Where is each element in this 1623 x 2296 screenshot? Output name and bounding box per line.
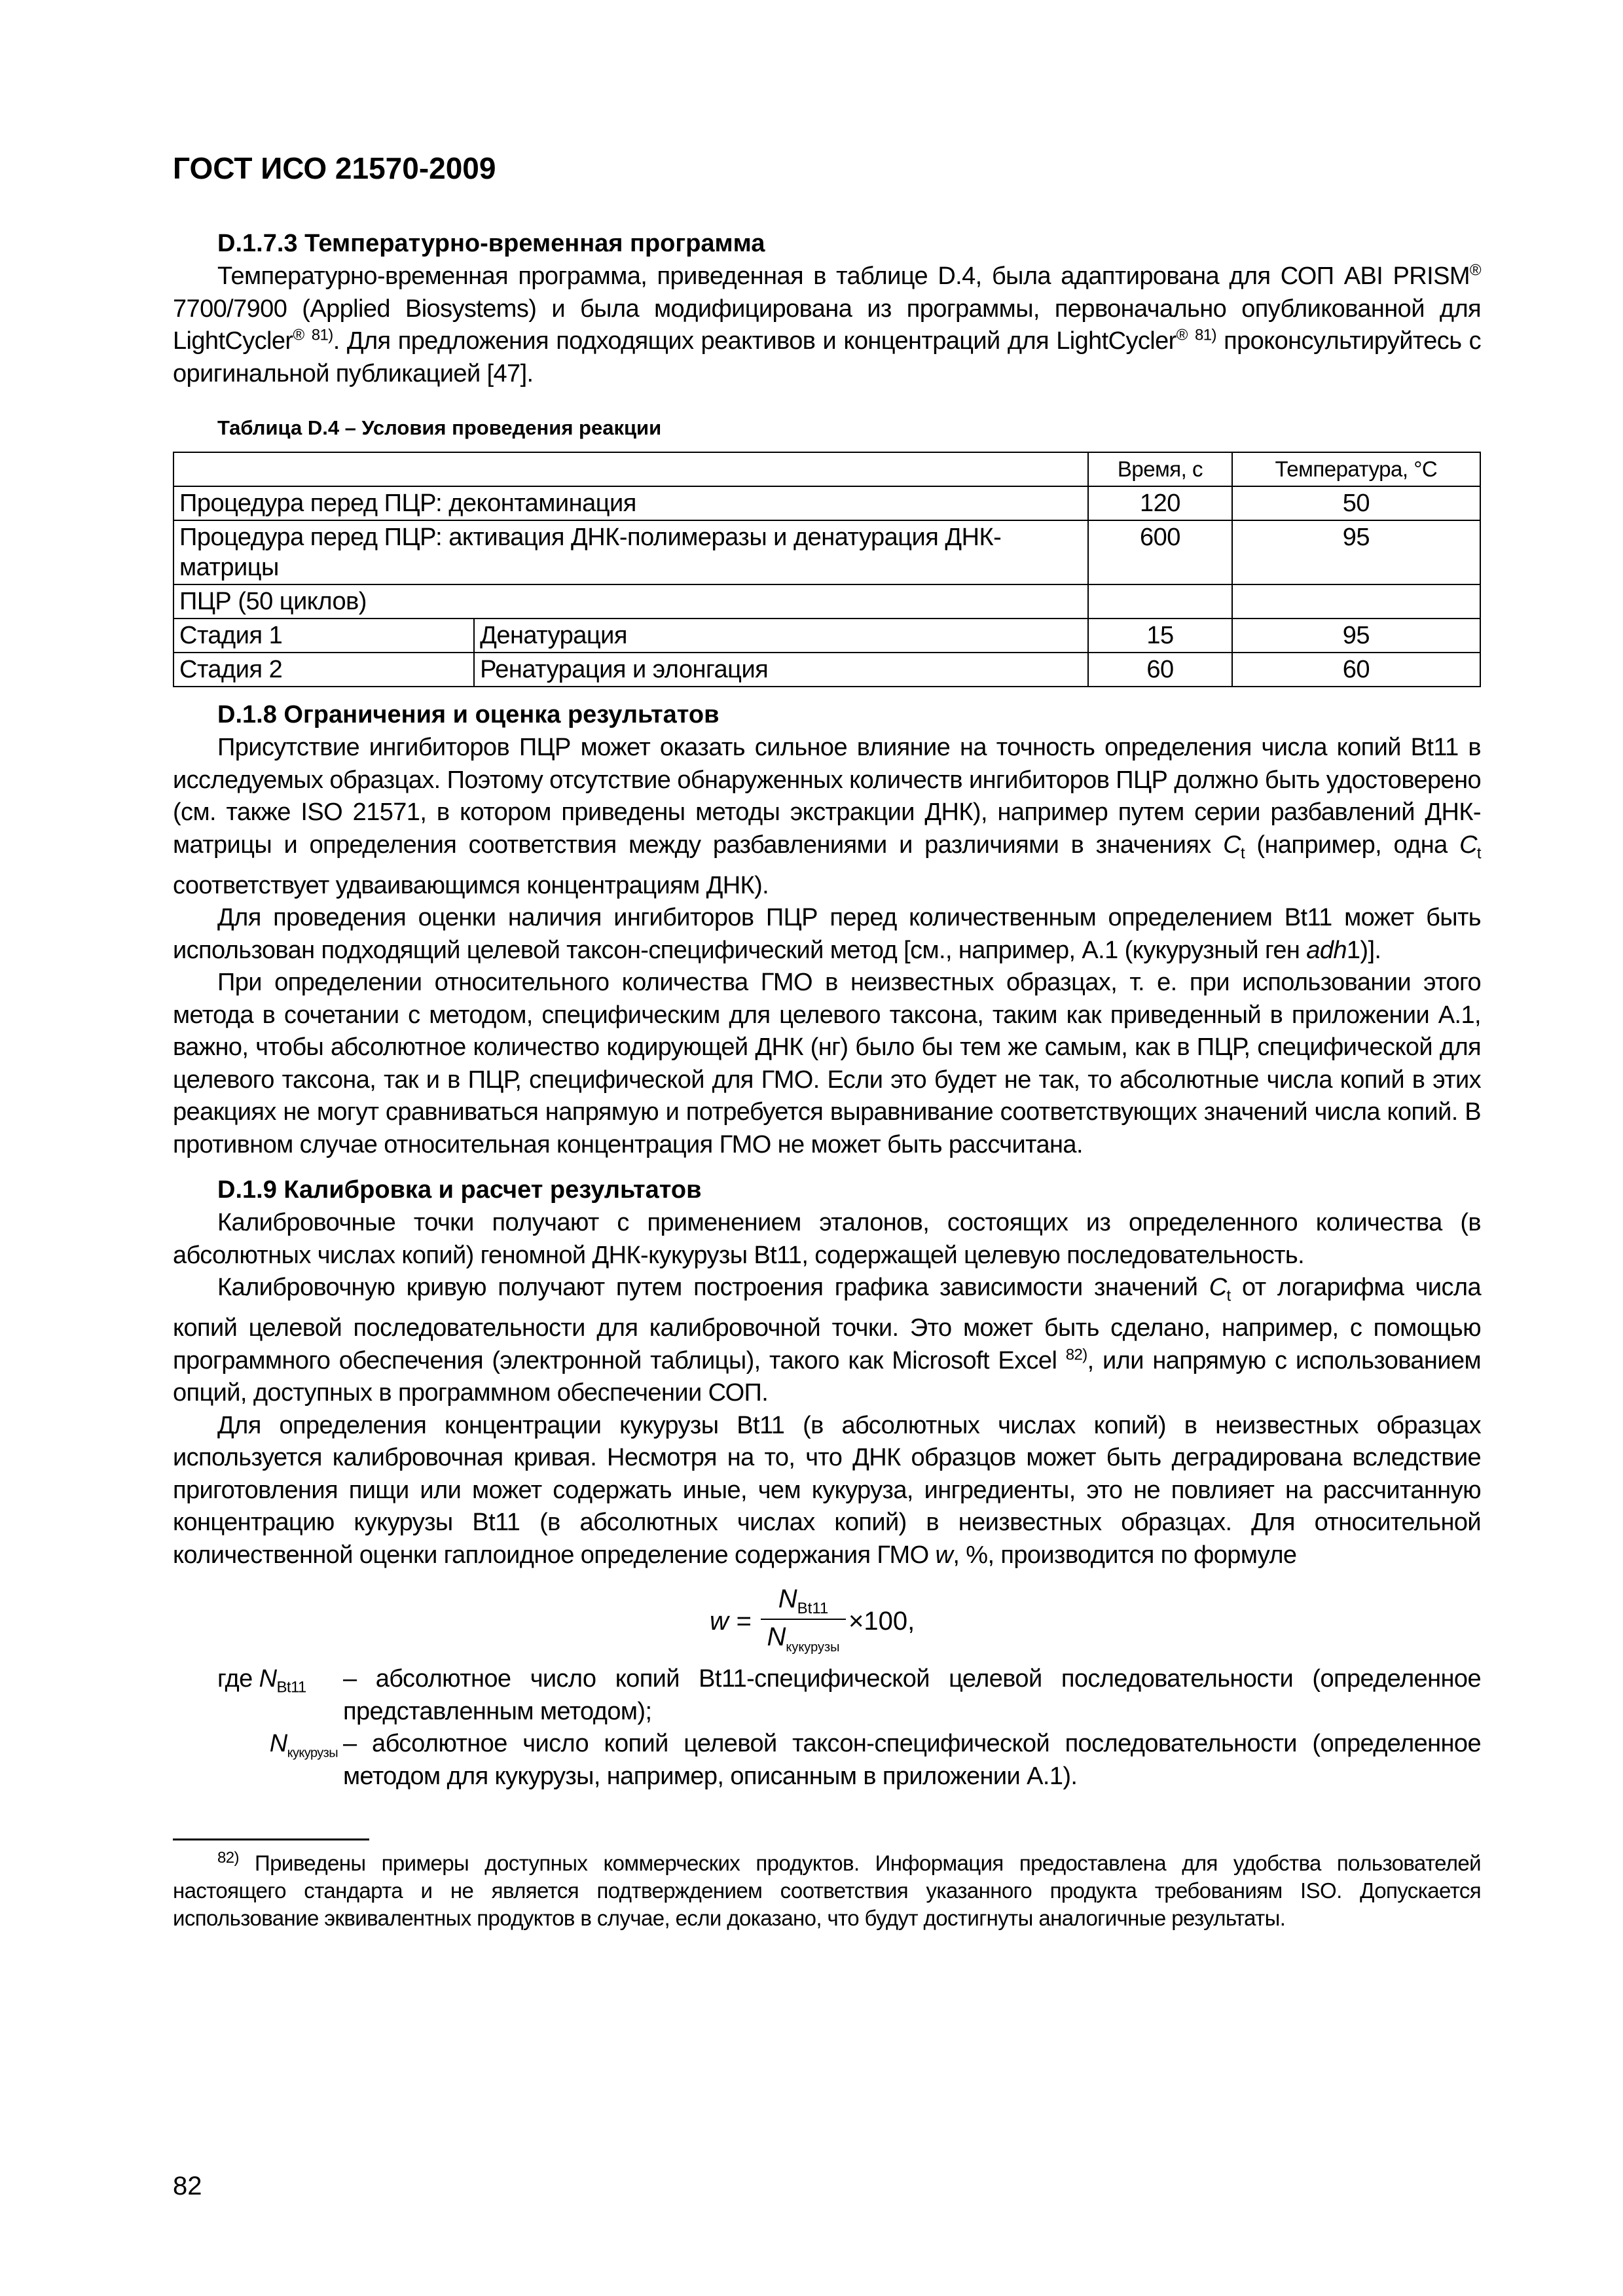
n-symbol: N xyxy=(259,1665,277,1693)
registered-mark: ® xyxy=(1469,261,1481,279)
text: Калибровочную кривую получают путем построения графика зависимости значений xyxy=(217,1274,1209,1302)
ct-symbol: C xyxy=(1209,1274,1227,1302)
where-label: где xyxy=(217,1665,253,1693)
table-header-row xyxy=(173,452,1480,486)
paragraph xyxy=(173,732,1481,902)
cell-label: Процедура перед ПЦР: деконтаминация xyxy=(173,486,1088,520)
cell-temp: 60 xyxy=(1232,653,1480,687)
paragraph: При определении относительного количества ГМО в неизвестных образцах, т. е. при использовании этого метода в сочетании с методом, специфическим для целевого таксона, таким как приведенный в приложении А.1, важно, чтобы абсолютное количество кодирующей ДНК (нг) было бы тем же самым, как в ПЦР, специфической для целевого таксона, так и в ПЦР, специфической для ГМО. Если это будет не так, то абсолютные числа копий в этих реакциях не могут сравниваться напрямую и потребуется выравнивание соответствующих значений числа копий. В противном случае относительная концентрация ГМО не может быть рассчитана. xyxy=(173,969,1481,1158)
table-row xyxy=(173,520,1480,584)
document-header: ГОСТ ИСО 21570-2009 xyxy=(173,151,496,185)
where-list xyxy=(173,1663,1481,1793)
text: 1)]. xyxy=(1346,936,1381,964)
text: соответствует удваивающимся концентрациям ДНК). xyxy=(173,871,769,899)
paragraph xyxy=(173,1410,1481,1572)
registered-mark: ® xyxy=(293,326,304,344)
cell-time xyxy=(1088,584,1232,619)
page-number: 82 xyxy=(173,2172,202,2200)
denominator-subscript: кукурузы xyxy=(786,1640,840,1655)
text: , %, производится по формуле xyxy=(953,1541,1297,1569)
paragraph xyxy=(173,260,1481,390)
footnote-ref: 81) xyxy=(311,326,333,344)
text: . Для предложения подходящих реактивов и концентраций для LightCycler xyxy=(333,327,1176,355)
cell-stage: Стадия 2 xyxy=(173,653,474,687)
cell-label: ПЦР (50 циклов) xyxy=(173,584,1088,619)
footnote-ref: 81) xyxy=(1195,326,1216,344)
footnote-mark: 82) xyxy=(217,1849,239,1867)
footnote-ref: 82) xyxy=(1065,1346,1087,1364)
formula-rhs: ×100, xyxy=(848,1607,915,1636)
section-heading-d18: D.1.8 Ограничения и оценка результатов xyxy=(217,701,720,728)
cell-time: 60 xyxy=(1088,653,1232,687)
subscript: кукурузы xyxy=(287,1746,338,1761)
formula xyxy=(173,1585,1481,1657)
ct-subscript: t xyxy=(1240,844,1245,863)
footnote-separator xyxy=(173,1839,369,1840)
table-row xyxy=(173,619,1480,653)
text: проконсультируйтесь с оригинальной публикацией [47]. xyxy=(173,327,1481,387)
formula-lhs: w = xyxy=(710,1607,752,1636)
section-heading-d19: D.1.9 Калибровка и расчет результатов xyxy=(217,1176,702,1204)
paragraph xyxy=(173,902,1481,967)
where-definition: – абсолютное число копий целевой таксон-специфической последовательности (определенное методом для кукурузы, например, описанным в приложении А.1). xyxy=(343,1730,1481,1790)
ct-subscript: t xyxy=(1476,844,1481,863)
cell-temp: 50 xyxy=(1232,486,1480,520)
text: 7700/7900 (Applied Biosystems) и была модифицирована из программы, первоначально опубликованной для LightCycler xyxy=(173,295,1481,355)
where-item xyxy=(173,1728,1481,1793)
numerator-subscript: Bt11 xyxy=(797,1600,829,1618)
text: Для определения концентрации кукурузы Bt11 (в абсолютных числах копий) в неизвестных образцах используется калибровочная кривая. Несмотря на то, что ДНК образцов может быть деградирована вследствие приготовления пищи или может содержать иные, чем кукуруза, ингредиенты, это не повлияет на рассчитанную концентрацию кукурузы Bt11 (в абсолютных числах копий) в неизвестных образцах. Для относительной количественной оценки гаплоидное определение содержания ГМО xyxy=(173,1411,1481,1569)
fraction-bar xyxy=(761,1619,846,1620)
text: , или напрямую с использованием опций, доступных в программном обеспечении СОП. xyxy=(173,1346,1481,1407)
ct-symbol: C xyxy=(1459,831,1477,859)
w-symbol: w xyxy=(935,1541,953,1569)
header-cell-time: Время, с xyxy=(1088,452,1232,486)
footnote xyxy=(173,1850,1481,1932)
paragraph xyxy=(173,1272,1481,1410)
subscript: Bt11 xyxy=(276,1678,306,1696)
where-item xyxy=(173,1663,1481,1728)
text: (например, одна xyxy=(1245,831,1460,859)
n-symbol: N xyxy=(269,1730,287,1758)
cell-label: Денатурация xyxy=(474,619,1088,653)
header-cell xyxy=(173,452,1088,486)
cell-time: 15 xyxy=(1088,619,1232,653)
header-cell-temp: Температура, °С xyxy=(1232,452,1480,486)
n-symbol: N xyxy=(778,1585,797,1614)
text: от логарифма числа копий целевой последовательности для калибровочной точки. Это может быть сделано, например, с помощью программного обеспечения (электронной таблицы), такого как Microsoft Excel xyxy=(173,1274,1481,1374)
table-row xyxy=(173,584,1480,619)
cell-label: Процедура перед ПЦР: активация ДНК-полимеразы и денатурация ДНК-матрицы xyxy=(173,520,1088,584)
table-row xyxy=(173,486,1480,520)
formula-denominator xyxy=(761,1623,846,1655)
cell-stage: Стадия 1 xyxy=(173,619,474,653)
table-caption: Таблица D.4 – Условия проведения реакции xyxy=(217,416,662,439)
document-page xyxy=(173,151,1481,1932)
cell-time: 120 xyxy=(1088,486,1232,520)
where-term xyxy=(173,1728,343,1793)
n-symbol: N xyxy=(767,1623,786,1652)
ct-subscript: t xyxy=(1226,1287,1231,1305)
text: Для проведения оценки наличия ингибиторов ПЦР перед количественным определением Bt11 может быть использован подходящий целевой таксон-специфический метод [см., например, А.1 (кукурузный ген xyxy=(173,904,1481,964)
ct-symbol: C xyxy=(1223,831,1241,859)
cell-label: Ренатурация и элонгация xyxy=(474,653,1088,687)
where-term xyxy=(173,1663,343,1728)
where-definition: – абсолютное число копий Bt11-специфической целевой последовательности (определенное представленным методом); xyxy=(343,1665,1481,1725)
formula-numerator xyxy=(761,1585,846,1618)
gene-name: adh xyxy=(1306,936,1347,964)
cell-temp: 95 xyxy=(1232,520,1480,584)
registered-mark: ® xyxy=(1176,326,1188,344)
text: Присутствие ингибиторов ПЦР может оказать сильное влияние на точность определения числа копий Bt11 в исследуемых образцах. Поэтому отсутствие обнаруженных количеств ингибиторов ПЦР должно быть удостоверено (см. также ISO 21571, в котором приведены методы экстракции ДНК), например путем серии разбавлений ДНК-матрицы и определения соответствия между разбавлениями и различиями в значениях xyxy=(173,734,1481,859)
section-heading-d173: D.1.7.3 Температурно-временная программа xyxy=(217,230,765,257)
footnote-text: Приведены примеры доступных коммерческих продуктов. Информация предоставлена для удобства пользователей настоящего стандарта и не является подтверждением соответствия указанного продукта требованиям ISO. Допускается использование эквивалентных продуктов в случае, если доказано, что будут достигнуты аналогичные результаты. xyxy=(173,1851,1481,1931)
cell-temp xyxy=(1232,584,1480,619)
paragraph: Калибровочные точки получают с применением эталонов, состоящих из определенного количества (в абсолютных числах копий) геномной ДНК-кукурузы Bt11, содержащей целевую последовательность. xyxy=(173,1209,1481,1269)
table-row xyxy=(173,653,1480,687)
cell-time: 600 xyxy=(1088,520,1232,584)
text: Температурно-временная программа, приведенная в таблице D.4, была адаптирована для СОП ABI PRISM xyxy=(217,262,1470,290)
cell-temp: 95 xyxy=(1232,619,1480,653)
reaction-conditions-table xyxy=(173,452,1481,687)
